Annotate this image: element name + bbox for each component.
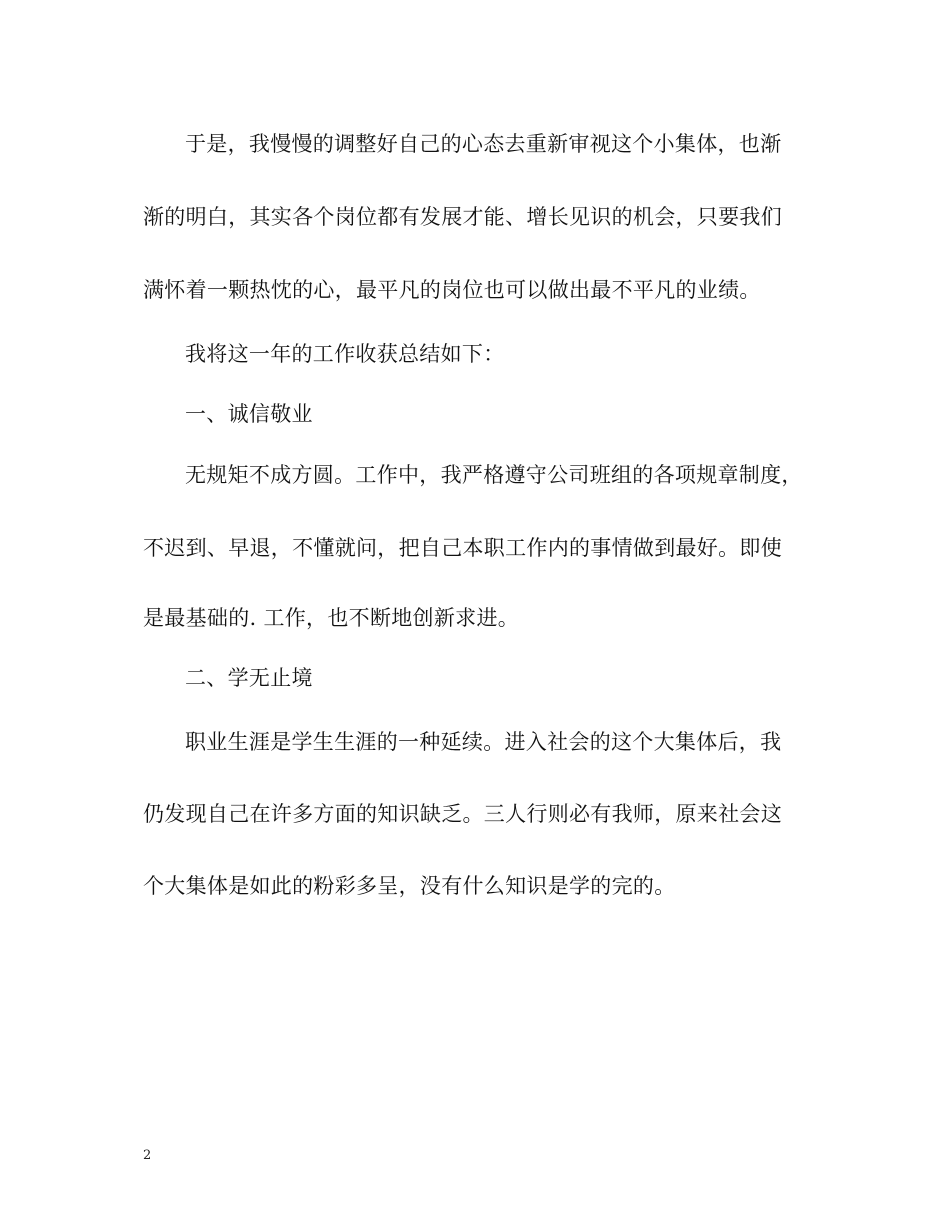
section-heading-1: 一、诚信敬业 — [185, 402, 313, 426]
paragraph-1-line-1: 于是，我慢慢的调整好自己的心态去重新审视这个小集体，也渐 — [185, 132, 782, 156]
paragraph-2-line-1: 我将这一年的工作收获总结如下： — [185, 342, 505, 366]
paragraph-3-line-1: 无规矩不成方圆。工作中，我严格遵守公司班组的各项规章制度， — [185, 463, 803, 487]
paragraph-1-line-3: 满怀着一颗热忱的心，最平凡的岗位也可以做出最不平凡的业绩。 — [143, 278, 761, 302]
paragraph-4-line-1: 职业生涯是学生生涯的一种延续。进入社会的这个大集体后，我 — [185, 730, 782, 754]
paragraph-3-line-2: 不迟到、早退，不懂就问，把自己本职工作内的事情做到最好。即使 — [143, 536, 782, 560]
paragraph-4-line-3: 个大集体是如此的粉彩多呈，没有什么知识是学的完的。 — [143, 874, 676, 898]
paragraph-4-line-2: 仍发现自己在许多方面的知识缺乏。三人行则必有我师，原来社会这 — [143, 802, 782, 826]
paragraph-1-line-2: 渐的明白，其实各个岗位都有发展才能、增长见识的机会，只要我们 — [143, 205, 782, 229]
page-number: 2 — [143, 1148, 152, 1163]
section-heading-2: 二、学无止境 — [185, 666, 313, 690]
paragraph-3-line-3: 是最基础的. 工作，也不断地创新求进。 — [143, 606, 520, 630]
